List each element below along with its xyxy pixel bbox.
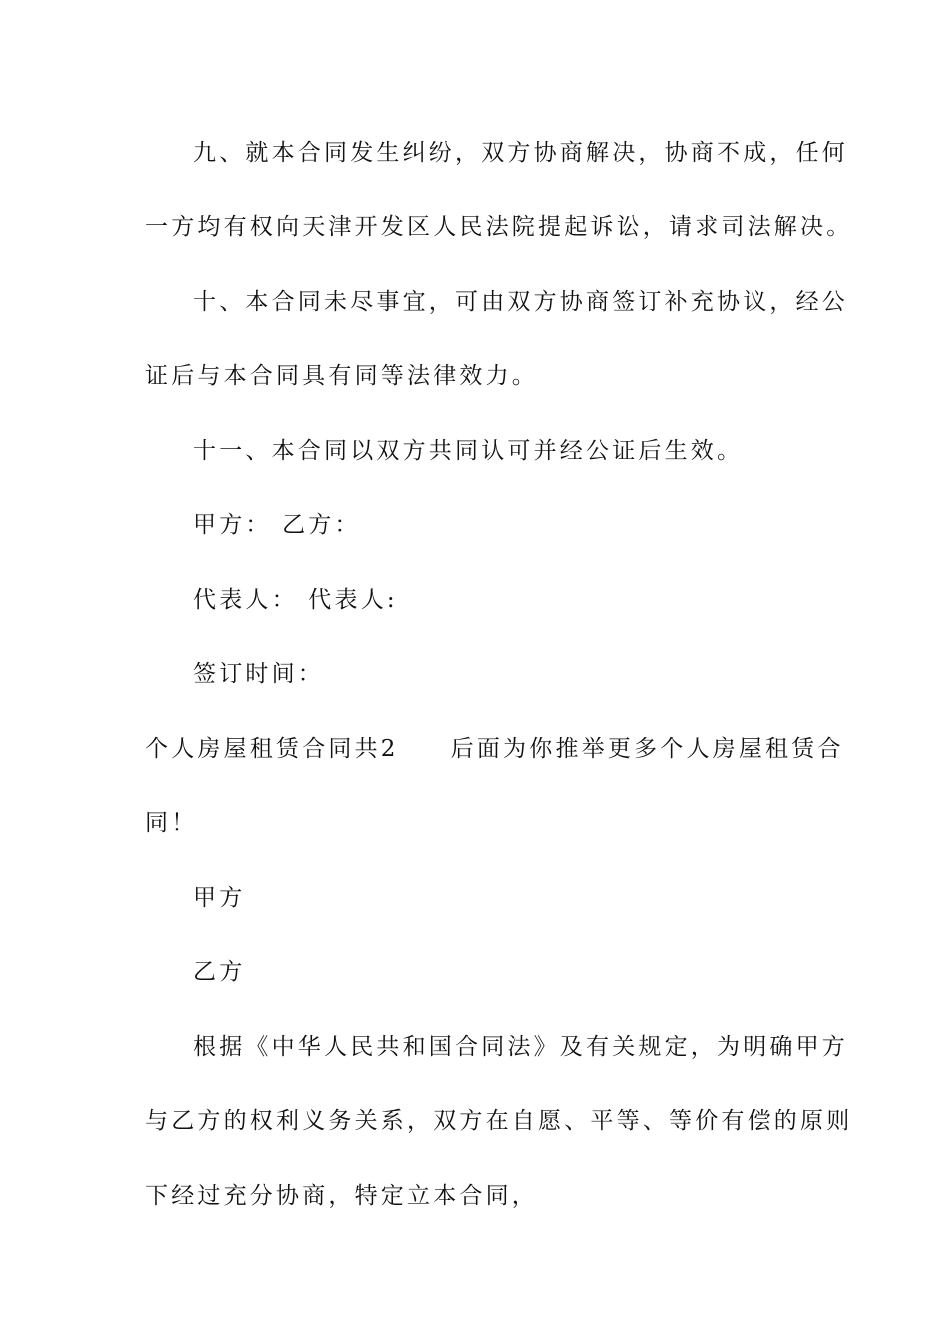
clause-11: 十一、本合同以双方共同认可并经公证后生效。 [193, 438, 744, 464]
preamble-line-1: 根据《中华人民共和国合同法》及有关规定，为明确甲方 [193, 1034, 848, 1060]
party-signature-line: 甲方： 乙方： [193, 512, 361, 538]
party-a-label: 甲方 [193, 885, 246, 911]
clause-9-line-2: 一方均有权向天津开发区人民法院提起诉讼，请求司法解决。 [145, 214, 853, 240]
section-intro: 后面为你推举更多个人房屋租赁合 [450, 736, 844, 762]
section-heading-line [145, 734, 844, 764]
representative-signature-line: 代表人： 代表人: [193, 587, 398, 613]
preamble-line-2: 与乙方的权利义务关系，双方在自愿、平等、等价有偿的原则 [145, 1108, 853, 1134]
clause-9-line-1: 九、就本合同发生纠纷，双方协商解决，协商不成，任何 [193, 140, 848, 166]
clause-10-line-2: 证后与本合同具有同等法律效力。 [145, 363, 538, 389]
clause-10-line-1: 十、本合同未尽事宜，可由双方协商签订补充协议，经公 [193, 289, 848, 315]
section-title: 个人房屋租赁合同共2 [145, 736, 399, 762]
signing-date-line: 签订时间： [193, 661, 324, 687]
section-intro-continued: 同！ [145, 810, 198, 836]
party-b-label: 乙方 [193, 959, 246, 985]
preamble-line-3: 下经过充分协商，特定立本合同， [145, 1183, 538, 1209]
